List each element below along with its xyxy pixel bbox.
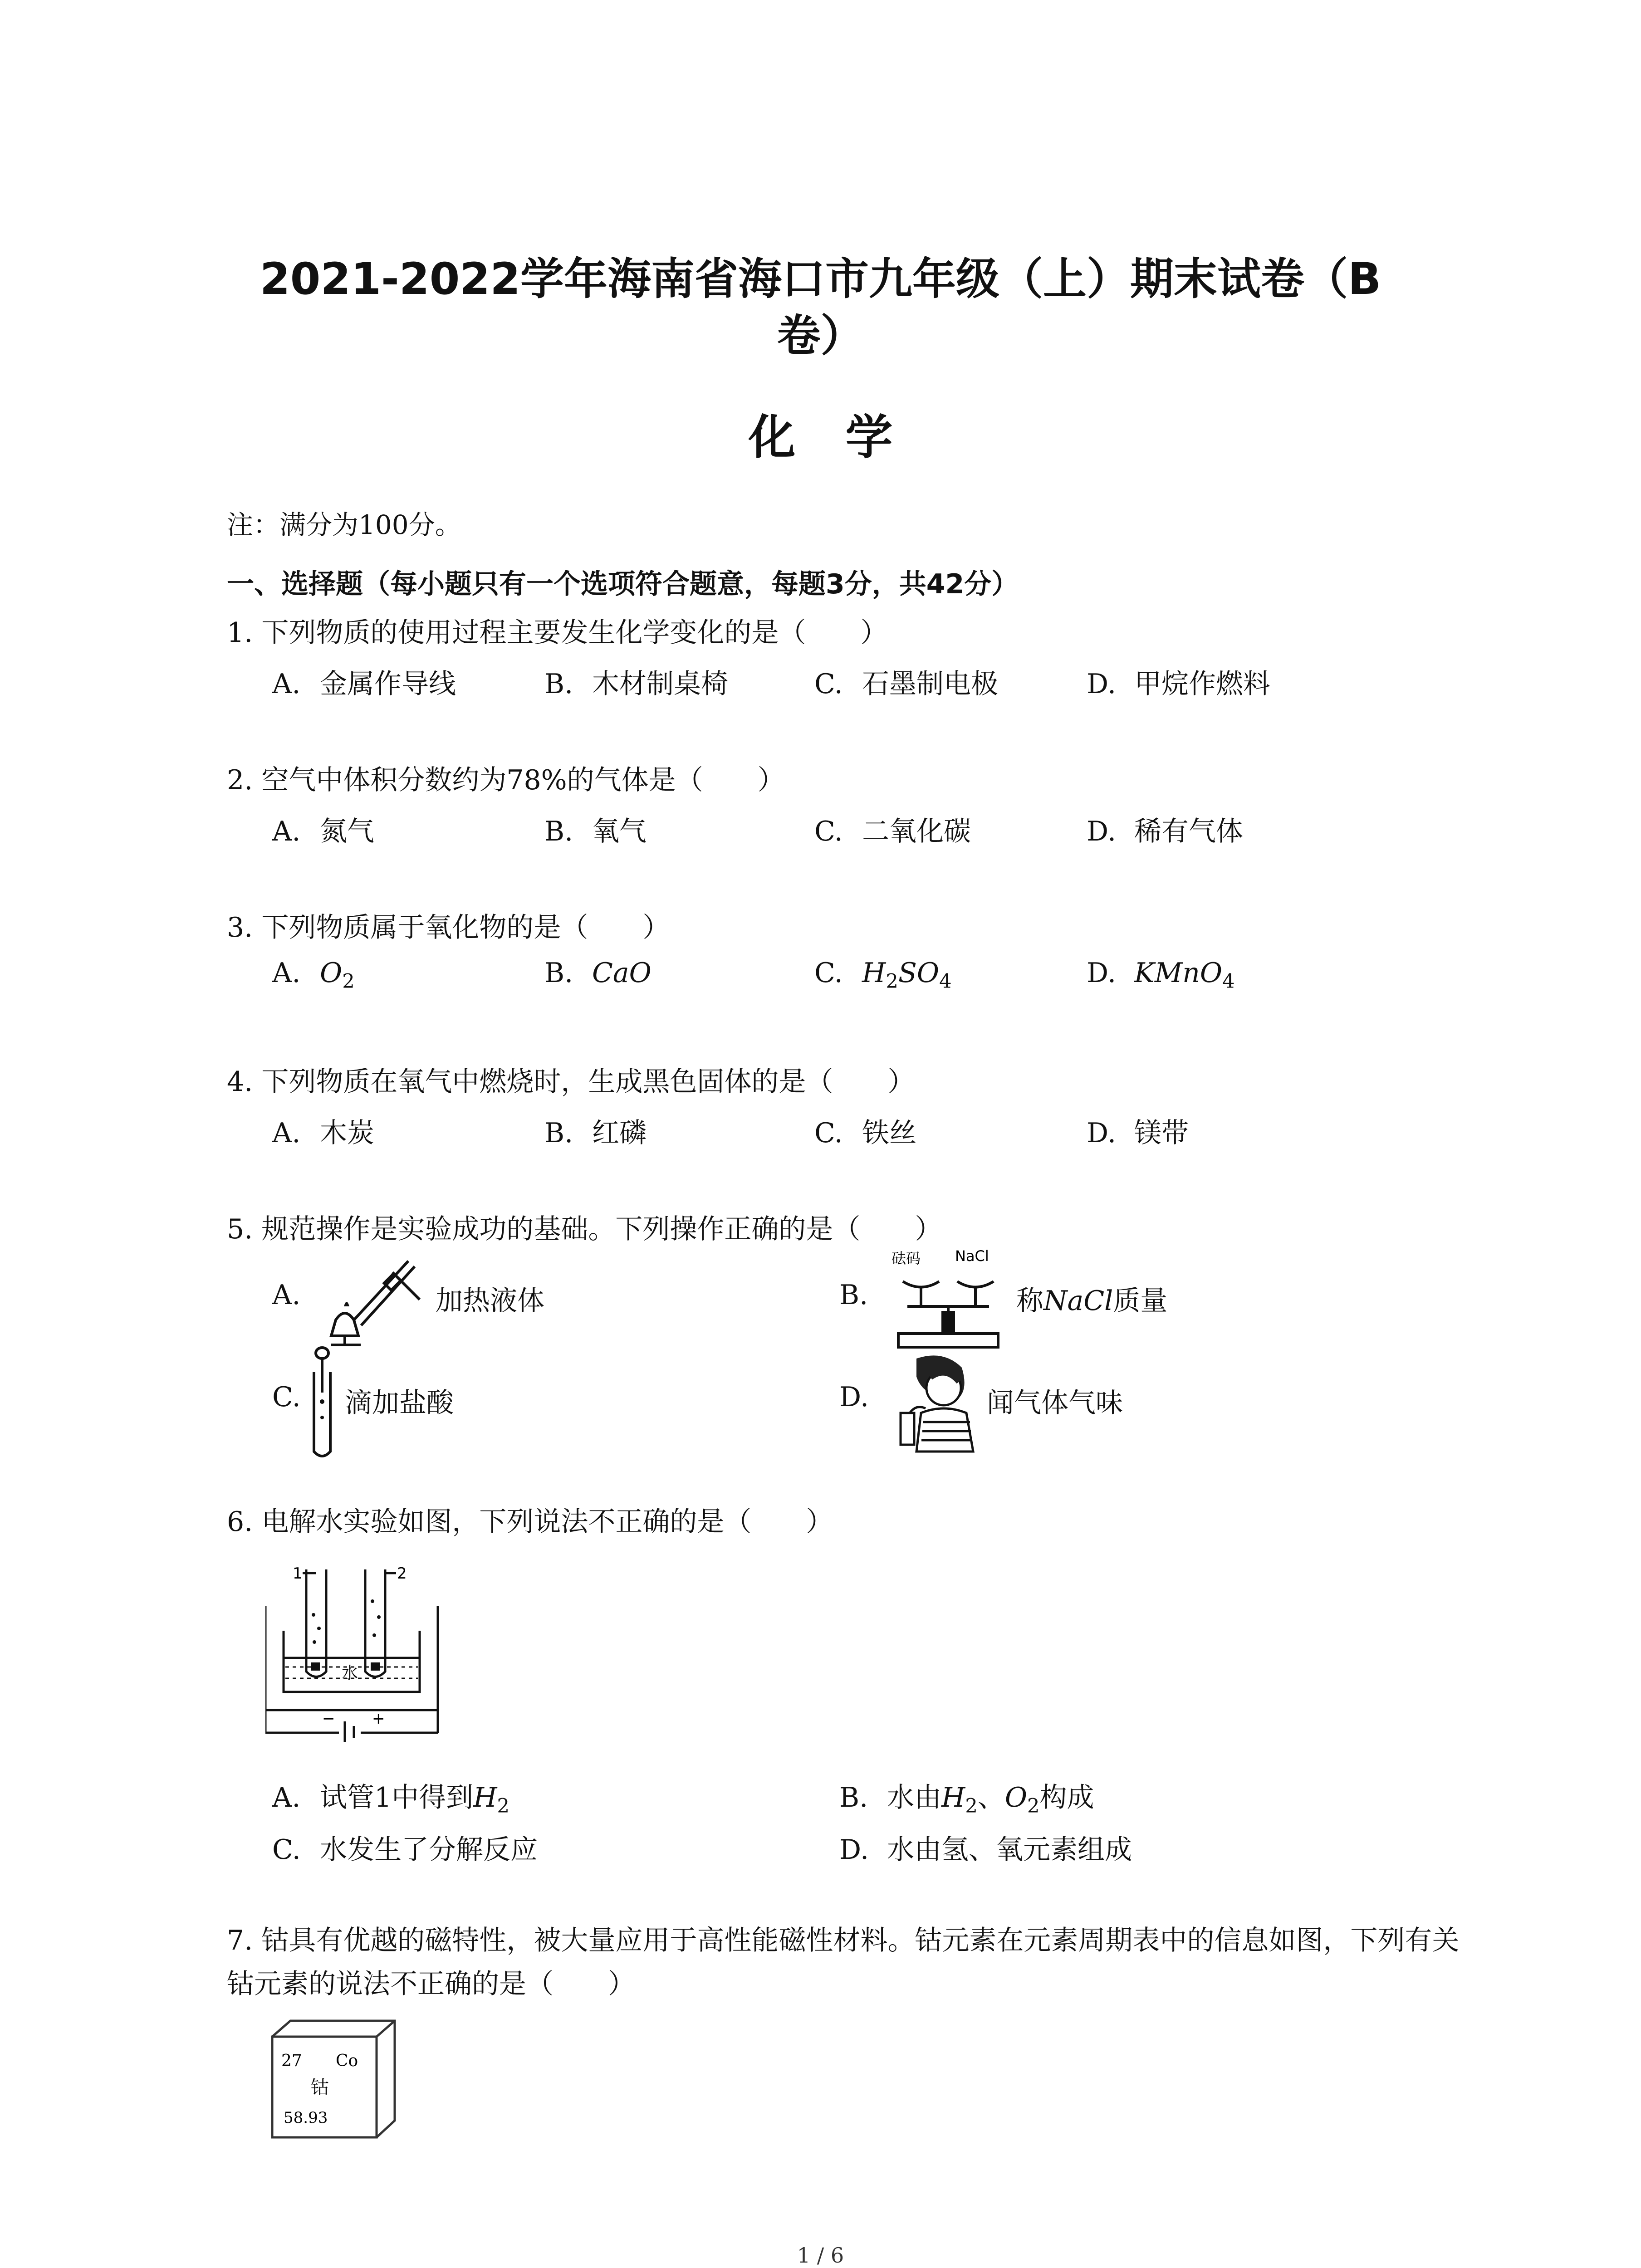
water-label: 水 [342, 1664, 358, 1682]
option-letter: C. [814, 668, 843, 700]
q5-option-a-text: 加热液体 [436, 1285, 544, 1317]
option-letter: A. [272, 1279, 301, 1311]
option-text: 金属作导线 [320, 668, 456, 700]
option-letter: A. [272, 668, 301, 700]
question-6-stem: 6. 电解水实验如图，下列说法不正确的是（ ） [227, 1506, 833, 1538]
subscript: 2 [342, 970, 355, 993]
option-letter: D. [1087, 816, 1117, 847]
option-letter: B. [544, 668, 573, 700]
option-letter: A. [272, 816, 301, 847]
q1-option-c[interactable] [814, 662, 998, 701]
element-symbol: Co [336, 2052, 358, 2070]
subscript: 2 [497, 1794, 509, 1818]
formula-nacl: NaCl [1043, 1285, 1113, 1317]
option-letter: A. [272, 1117, 301, 1149]
smelling-gas-figure [889, 1349, 980, 1454]
option-letter: C. [814, 957, 843, 989]
question-3-stem: 3. 下列物质属于氧化物的是（ ） [227, 912, 670, 943]
balance-label-weights: 砝码 [892, 1250, 921, 1267]
balance-label-nacl: NaCl [955, 1247, 989, 1265]
option-text: 称 [1016, 1285, 1043, 1317]
q5-option-d-text: 闻气体气味 [987, 1387, 1123, 1419]
q6-option-d[interactable] [839, 1828, 1132, 1867]
option-letter: D. [839, 1834, 869, 1866]
section-heading: 一、选择题（每小题只有一个选项符合题意，每题3分，共42分） [227, 568, 1019, 600]
option-text: 二氧化碳 [862, 816, 971, 847]
option-letter: A. [272, 1782, 301, 1813]
dropper-figure [304, 1345, 340, 1463]
separator: 、 [977, 1782, 1005, 1813]
q4-option-a[interactable] [272, 1111, 374, 1150]
subject-heading: 化学 [748, 410, 943, 465]
formula-o: O [320, 957, 343, 989]
formula-h: H [941, 1782, 965, 1813]
q6-option-a[interactable] [272, 1776, 509, 1818]
positive-terminal: + [372, 1710, 385, 1728]
electrolysis-figure [265, 1560, 442, 1742]
q3-option-d[interactable] [1087, 957, 1235, 993]
option-letter: B. [839, 1782, 868, 1813]
q3-option-a[interactable] [272, 957, 355, 993]
q6-option-c[interactable] [272, 1828, 538, 1867]
tube-1-label: 1 [293, 1564, 303, 1583]
option-letter: D. [1087, 957, 1117, 989]
option-letter: C. [272, 1381, 301, 1413]
subscript: 2 [1027, 1794, 1040, 1818]
q5-option-b[interactable] [839, 1279, 887, 1311]
question-4-stem: 4. 下列物质在氧气中燃烧时，生成黑色固体的是（ ） [227, 1066, 915, 1098]
option-text: 氮气 [320, 816, 374, 847]
option-text: 铁丝 [862, 1117, 916, 1149]
q5-option-b-text [1016, 1279, 1167, 1318]
option-text: 木材制桌椅 [592, 668, 728, 700]
heating-liquid-figure [318, 1252, 426, 1352]
q5-option-d[interactable] [839, 1381, 887, 1413]
q5-option-a[interactable] [272, 1279, 320, 1311]
q1-option-b[interactable] [544, 662, 728, 701]
option-letter: B. [544, 1117, 573, 1149]
q1-option-d[interactable] [1087, 662, 1270, 701]
formula-h: H [473, 1782, 497, 1813]
atomic-mass: 58.93 [284, 2109, 328, 2127]
option-text: 镁带 [1134, 1117, 1189, 1149]
atomic-number: 27 [281, 2052, 302, 2070]
option-text: 甲烷作燃料 [1134, 668, 1270, 700]
q2-option-a[interactable] [272, 810, 374, 849]
option-text: 稀有气体 [1134, 816, 1243, 847]
page-number: 1 / 6 [797, 2243, 844, 2268]
option-text: 水由氢、氧元素组成 [887, 1834, 1132, 1866]
option-letter: C. [814, 1117, 843, 1149]
subscript: 2 [886, 970, 898, 993]
question-7-stem: 7. 钴具有优越的磁特性，被大量应用于高性能磁性材料。钴元素在元素周期表中的信息如图，下列有关钴元素的说法不正确的是（ ） [227, 1925, 1460, 2000]
tube-2-label: 2 [397, 1564, 407, 1583]
option-text: 木炭 [320, 1117, 374, 1149]
option-text: 氧气 [592, 816, 647, 847]
q2-option-d[interactable] [1087, 810, 1243, 849]
option-letter: D. [1087, 668, 1117, 700]
option-text: 试管1中得到 [320, 1782, 474, 1813]
option-letter: B. [544, 816, 573, 847]
question-1-stem: 1. 下列物质的使用过程主要发生化学变化的是（ ） [227, 617, 888, 649]
option-text: 水由 [887, 1782, 941, 1813]
negative-terminal: − [322, 1710, 335, 1728]
q5-option-c-text: 滴加盐酸 [345, 1387, 454, 1419]
q4-option-c[interactable] [814, 1111, 916, 1150]
cobalt-element-card [268, 2019, 399, 2141]
formula-cao: CaO [592, 957, 652, 989]
option-letter: B. [839, 1279, 868, 1311]
balance-figure [889, 1247, 1007, 1352]
option-letter: A. [272, 957, 301, 989]
option-letter: C. [814, 816, 843, 847]
q3-option-b[interactable] [544, 957, 652, 989]
subscript: 4 [1222, 970, 1235, 993]
q2-option-b[interactable] [544, 810, 647, 849]
question-2-stem: 2. 空气中体积分数约为78%的气体是（ ） [227, 764, 785, 796]
page-title-line1: 2021-2022学年海南省海口市九年级（上）期末试卷（B [260, 254, 1381, 304]
subscript: 2 [965, 1794, 978, 1818]
option-letter: D. [839, 1381, 869, 1413]
option-text: 红磷 [592, 1117, 647, 1149]
formula-so: SO [898, 957, 940, 989]
q2-option-c[interactable] [814, 810, 971, 849]
element-name: 钴 [311, 2077, 329, 2098]
question-5-stem: 5. 规范操作是实验成功的基础。下列操作正确的是（ ） [227, 1213, 942, 1245]
q3-option-c[interactable] [814, 957, 952, 993]
q4-option-d[interactable] [1087, 1111, 1189, 1150]
formula-h: H [862, 957, 886, 989]
option-text: 水发生了分解反应 [320, 1834, 538, 1866]
formula-kmno: KMnO [1134, 957, 1223, 989]
option-text: 构成 [1039, 1782, 1094, 1813]
formula-o: O [1004, 1782, 1028, 1813]
q1-option-a[interactable] [272, 662, 456, 701]
option-letter: C. [272, 1834, 301, 1866]
option-letter: D. [1087, 1117, 1117, 1149]
option-text: 石墨制电极 [862, 668, 998, 700]
subscript: 4 [939, 970, 952, 993]
score-note: 注：满分为100分。 [227, 509, 461, 540]
page-title-line2: 卷） [777, 310, 864, 361]
q6-option-b[interactable] [839, 1776, 1094, 1818]
option-letter: B. [544, 957, 573, 989]
option-text: 质量 [1113, 1285, 1168, 1317]
q4-option-b[interactable] [544, 1111, 647, 1150]
